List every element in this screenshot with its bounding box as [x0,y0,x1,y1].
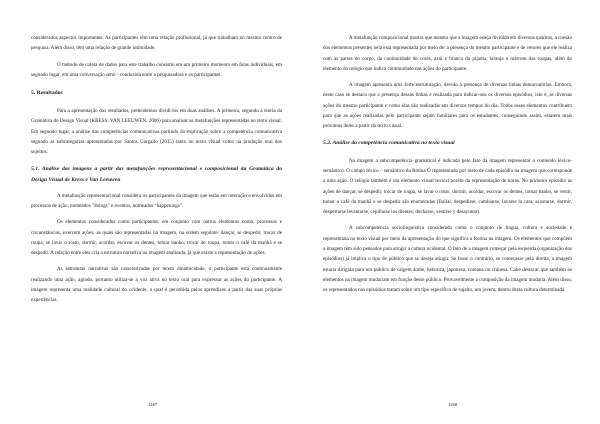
paragraph: Para a apresentação dos resultados, pretendemos dividi-los em duas análises. A primeira, segundo a teoria da Gramática do Design Visual (KRESS; VAN LEEUWEN, 2006) para analisar as metafunções representadas no texto visual. Em segundo lugar, a análise das competências comunicativas partindo da explicação sobre a competência comunicativa segundo as subcategorias apresentadas por Santos Gargallo (2015) tanto no texto visual como na produção oral dos sujeitos. [31,108,282,156]
right-page [300,0,600,424]
section-heading: 5. Resultados [31,90,63,97]
paragraph: O método de coleta de dados para este trabalho consistiu em um primeiro momento em falas individuais, em segundo lugar, em uma conversação semi - conduzida entre a pesquisadora e os participantes. [31,61,282,78]
paragraph: A metafunção representacional considera os participantes da imagem que estão em interação e envolvidos em processos de ação, nomeados "doings" e eventos, nomeados "happenings". [31,192,282,209]
paragraph: Os elementos considerados como participantes, em conjunto com outros elementos como, processos e circunstâncias, exercem ações, as quais são representadas na imagem, na ordem seguinte: dançar, se despedir, trocar de roupa, se lavar o rosto, dormir, acordar, escovar os dentes, tomar banho, trocar de roupa, tomar o café da manhã e se despedir. A relação entre eles cria a estrutura narrativa na imagem analisada, já que existe a representação de ações. [31,219,282,257]
subsection-heading: 5.1. Análise das imagens a partir das metafunções representacional e composicional da Gramática do Design Visual de Kress e Van Leeuwen [31,165,282,183]
paragraph: A subcompetência sociolinguística considerada como o conjunto de língua, cultura e sociedade é representada no texto visual por meio da apresentação do que significa a Rotina na imagem. Os elementos que compõem a imagem têm sido pensados para atingir a cultura ocidental. O fato de a imagem começar pela esquerda (organização dos episódios) já implica o tipo de público que se deseja atingir. Se fosse o contrário, se começasse pela direita, a imagem estaria dirigida para um público de origem árabe, hebraica, japonesa, coreana ou chinesa. Cabe destacar que também os elementos na imagem mudariam em função desse público. Provavelmente a composição da imagem mudaria. Além disso, os representados nos episódios tratam sobre um tipo específico de sujeito, um jovem, dentro desta cultura determinada. [323,225,572,294]
page-number: 1268 [448,402,458,407]
paragraph: Na imagem a subcompetência gramatical é indicada pelo fato da imagem representar o conteúdo léxico- semântico. O campo léxico – semântico da Rotina Ó representado por meio de cada episódio na imagem que corresponde a uma ação. O relógio também é um elemento visual lexical porém da representação de horas. No primeiro episódio as ações de dançar, se despedir, trocar de roupa, se lavar o rosto, dormir, acordar, escovar os dentes, tomar banho, se vestir, tomar o café da manhã e se despedir são enumeradas (Bailar, despedirse, cambiarse, lavarse la cara, acostarse, dormir, despertarse levantarse, cepillarse los dientes, ducharse, vestirse y desayunar). [323,157,572,216]
paragraph: As estruturas narrativas são caracterizadas por terem dinamicidade, o participante está continuamente realizando uma ação, agindo, portanto utiliza-se a voz ativa no texto oral para expressar as ações do participante. A imagem representa uma realidade cultural do ocidente, a qual é percebida pelos aprendizes a partir das suas próprias experiências. [31,266,282,304]
paragraph: A imagem apresenta uma forte estruturação, devido à presença de diversas linhas demarcatórias. Embora, neste caso se destaca que a presença dessas linhas é realizada para indicar-nos os diversos episódios, isto é, as diversas ações do mesmo participante e como elas são realizadas em diversos tempos do dia. Todos esses elementos contribuem para que as ações realizadas pelo participante sejam familiares para os estudantes, conseguindo assim, estarem mais próximos deles a partir do texto visual. [323,82,572,130]
page-number: 1267 [148,402,158,407]
paragraph: considerados aspectos importantes. As participantes têm uma relação profissional, já que trabalham no mesmo centro de pesquisa. Além disso, têm uma relação de grande intimidade. [31,35,282,52]
subsection-heading: 5.2. Análise da competência comunicativa no texto visual [323,139,455,146]
paragraph: A metafunção composicional mostra que mesmo que a imagem esteja dividida em diversos quadros, a coesão dos elementos presentes nela está representada por meio de: a presença do mesmo participante e de vetores que ele realiza com as partes do corpo, da continuidade de cores, azul e branca do pijama, laranja e marrom das roupas, além do elemento do relógio que indica continuidade nas ações do participante. [323,35,572,72]
